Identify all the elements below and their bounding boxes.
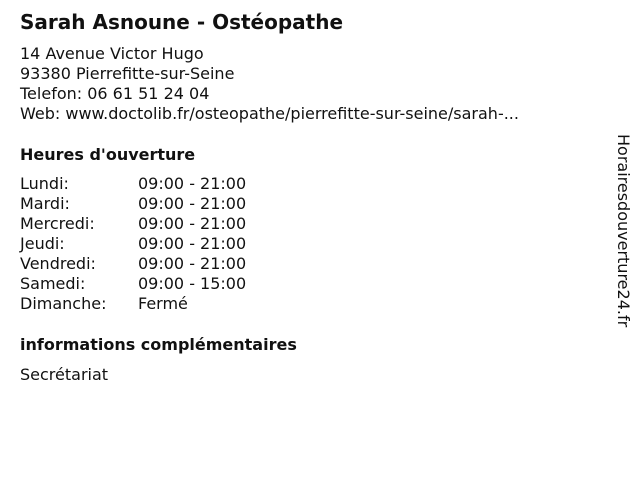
- info-text: Secrétariat: [20, 365, 109, 384]
- business-name: Sarah Asnoune - Ostéopathe: [20, 10, 344, 34]
- site-watermark: Horairesdouverture24.fr: [614, 134, 633, 328]
- day-label: Lundi:: [20, 174, 69, 193]
- hours-row-tuesday: [20, 194, 246, 214]
- time-value: 09:00 - 21:00: [138, 174, 247, 193]
- time-value: 09:00 - 21:00: [138, 194, 247, 213]
- info-heading: informations complémentaires: [20, 335, 297, 354]
- time-value: 09:00 - 21:00: [138, 254, 247, 273]
- day-label: Vendredi:: [20, 254, 96, 273]
- time-value: 09:00 - 21:00: [138, 234, 247, 253]
- day-label: Jeudi:: [20, 234, 65, 253]
- opening-hours-table: [20, 174, 246, 314]
- street-address: 14 Avenue Victor Hugo: [20, 44, 204, 63]
- hours-row-monday: [20, 174, 246, 194]
- hours-row-wednesday: [20, 214, 246, 234]
- hours-row-sunday: [20, 294, 246, 314]
- hours-row-friday: [20, 254, 246, 274]
- day-label: Mercredi:: [20, 214, 95, 233]
- day-label: Dimanche:: [20, 294, 107, 313]
- address-block: [20, 44, 519, 124]
- day-label: Samedi:: [20, 274, 86, 293]
- hours-row-thursday: [20, 234, 246, 254]
- hours-heading: Heures d'ouverture: [20, 145, 196, 164]
- time-value: 09:00 - 15:00: [138, 274, 247, 293]
- day-label: Mardi:: [20, 194, 70, 213]
- hours-row-saturday: [20, 274, 246, 294]
- city-address: 93380 Pierrefitte-sur-Seine: [20, 64, 235, 83]
- time-value: 09:00 - 21:00: [138, 214, 247, 233]
- time-value: Fermé: [138, 294, 188, 313]
- website-link[interactable]: Web: www.doctolib.fr/osteopathe/pierrefitte-sur-seine/sarah-...: [20, 104, 519, 123]
- phone-number[interactable]: Telefon: 06 61 51 24 04: [20, 84, 210, 103]
